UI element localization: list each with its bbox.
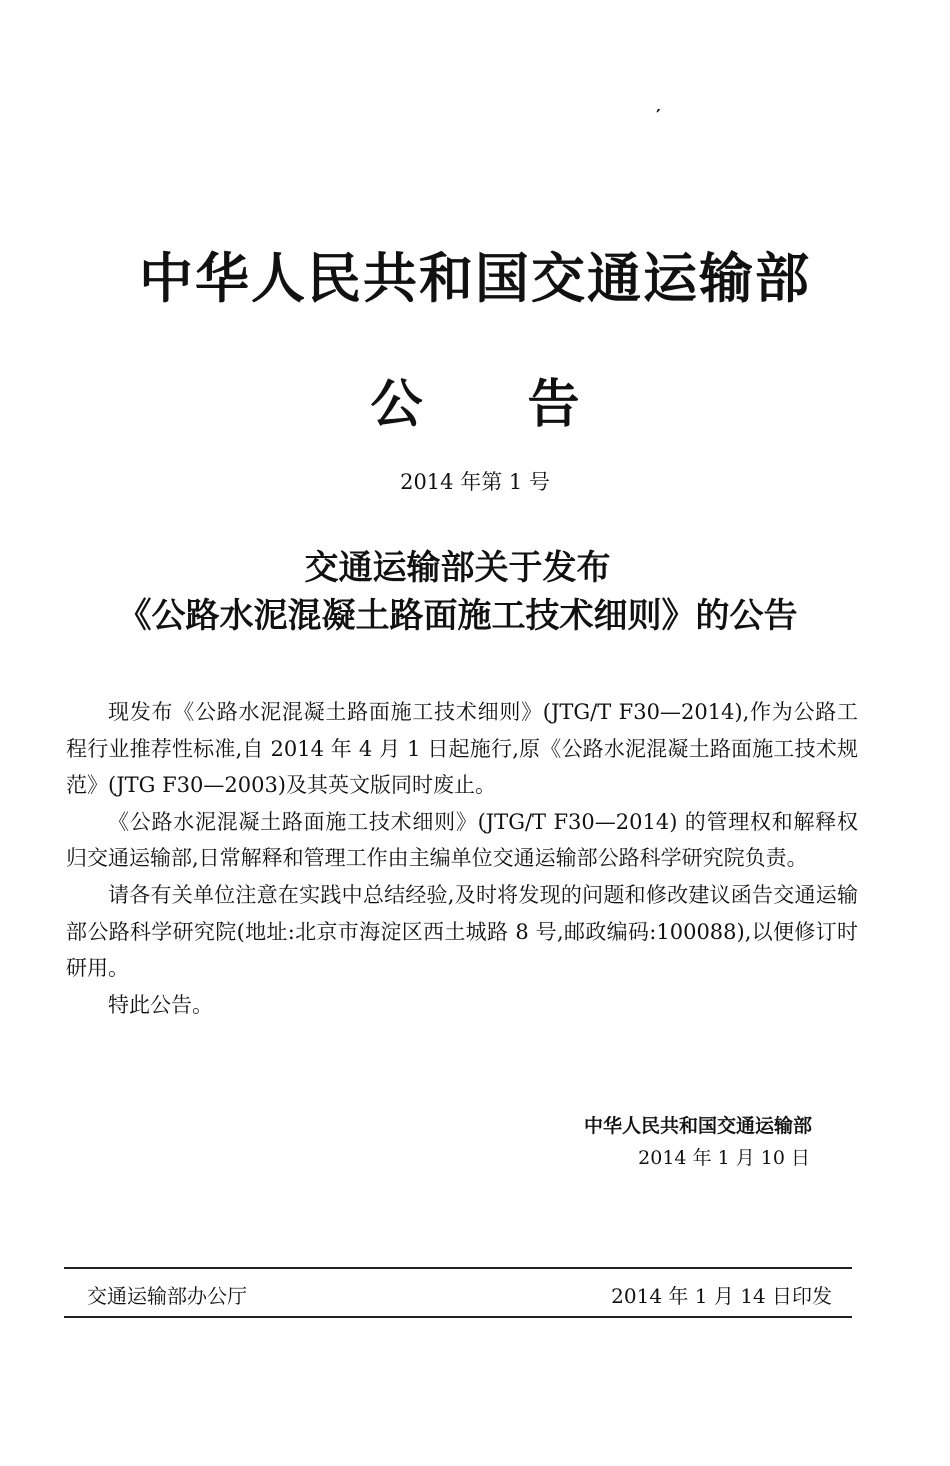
body-paragraph: 请各有关单位注意在实践中总结经验,及时将发现的问题和修改建议函告交通运输部公路科学研究院(地址:北京市海淀区西土城路 8 号,邮政编码:100088),以便修订时研用。: [66, 882, 858, 981]
issuing-office: 交通运输部办公厅: [87, 1284, 247, 1308]
footer-top-rule: [64, 1267, 852, 1269]
announcement-title-line-1: 交通运输部关于发布: [304, 548, 611, 588]
body-paragraph: 《公路水泥混凝土路面施工技术细则》(JTG/T F30—2014) 的管理权和解释权归交通运输部,日常解释和管理工作由主编单位交通运输部公路科学研究院负责。: [66, 809, 858, 871]
announcement-title-line-2: 《公路水泥混凝土路面施工技术细则》的公告: [117, 596, 798, 636]
footer-bottom-rule: [64, 1316, 852, 1318]
body-paragraph: 特此公告。: [108, 992, 213, 1017]
document-type: [0, 362, 950, 437]
stray-mark: ′: [656, 106, 661, 127]
announcement-number: 2014 年第 1 号: [400, 470, 550, 494]
signing-authority: 中华人民共和国交通运输部: [583, 1115, 812, 1137]
print-date: 2014 年 1 月 14 日印发: [611, 1284, 832, 1308]
signing-date: 2014 年 1 月 10 日: [638, 1147, 810, 1169]
document-type-char-2: 告: [527, 375, 580, 435]
document-type-char-1: 公: [370, 375, 423, 435]
ministry-heading: 中华人民共和国交通运输部: [139, 247, 811, 310]
announcement-body: [66, 694, 858, 1023]
body-paragraph: 现发布《公路水泥混凝土路面施工技术细则》(JTG/T F30—2014),作为公路工程行业推荐性标准,自 2014 年 4 月 1 日起施行,原《公路水泥混凝土路面施工技术规范》(JTG F30—2003)及其英文版同时废止。: [66, 700, 858, 798]
